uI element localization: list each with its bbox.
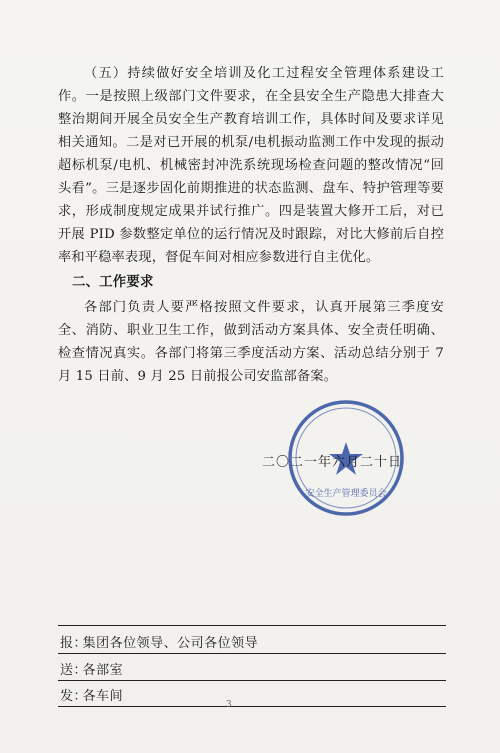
page-number: 3 <box>226 700 232 710</box>
paragraph-work-requirements: 各部门负责人要严格按照文件要求，认真开展第三季度安全、消防、职业卫生工作，做到活动方案具体、安全责任明确、检查情况真实。各部门将第三季度活动方案、活动总结分别于 7 月 15 日前、9 月 25 日前报公司安监部备案。 <box>58 300 444 384</box>
section-heading-work-requirements: 二、工作要求 <box>72 274 154 290</box>
distribution-label: 报： <box>60 636 88 651</box>
divider-top <box>58 625 446 626</box>
divider <box>58 680 446 681</box>
distribution-row <box>60 632 258 651</box>
distribution-value: 各车间 <box>82 689 124 704</box>
seal-text: 安全生产管理委员会 <box>305 489 387 499</box>
distribution-label: 发： <box>60 689 88 704</box>
divider <box>58 653 446 654</box>
distribution-row <box>60 685 123 704</box>
distribution-value: 各部室 <box>82 663 124 678</box>
paragraph-item-5: （五）持续做好安全培训及化工过程安全管理体系建设工作。一是按照上级部门文件要求，在全县安全生产隐患大排查大整治期间开展全员安全生产教育培训工作，具体时间及要求详见相关通知。二是对已开展的机泵/电机振动监测工作中发现的振动超标机泵/电机、机械密封冲洗系统现场检查问题的整改情况“回头看”。三是逐步固化前期推进的状态监测、盘车、特护管理等要求，形成制度规定成果并试行推广。四是装置大修开工后，对已开展 PID 参数整定单位的运行情况及时跟踪，对比大修前后自控率和平稳率表现，督促车间对相应参数进行自主优化。 <box>58 66 444 265</box>
distribution-value: 集团各位领导、公司各位领导 <box>82 636 259 651</box>
distribution-label: 送： <box>60 663 88 678</box>
document-body <box>58 62 444 388</box>
distribution-row <box>60 659 123 678</box>
divider-bottom <box>58 706 446 707</box>
issue-date: 二〇二一年六月二十日 <box>262 455 403 470</box>
